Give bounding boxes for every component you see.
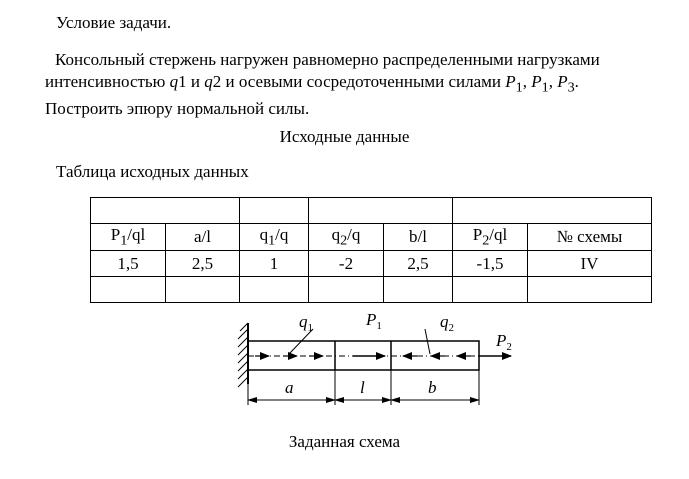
force-p1b-symbol: P xyxy=(531,72,542,91)
section-title: Исходные данные xyxy=(279,127,410,146)
header-p1-ql: $P_1/ql$ xyxy=(91,224,166,251)
table-header-row xyxy=(91,224,652,251)
value-b-l: 2,5 xyxy=(384,251,453,277)
header-scheme-no: № схемы xyxy=(528,224,652,251)
and-word: и xyxy=(190,72,200,91)
q2-index: 2 xyxy=(212,72,222,91)
table-cell-empty xyxy=(453,277,528,303)
value-p2-ql: -1,5 xyxy=(453,251,528,277)
force-p3-symbol: P xyxy=(557,72,568,91)
q2-label: $q_2$ xyxy=(440,312,454,334)
value-p1-ql: 1,5 xyxy=(91,251,166,277)
separator-1: , xyxy=(522,72,527,91)
table-cell-empty xyxy=(453,198,652,224)
beam-scheme-diagram xyxy=(225,305,525,410)
header-q1-q: $q_1/q$ xyxy=(240,224,309,251)
p2-label: $P_2$ xyxy=(496,331,512,353)
table-caption: Таблица исходных данных xyxy=(56,162,249,181)
table-cell-empty xyxy=(240,277,309,303)
table-cell-empty xyxy=(309,198,453,224)
value-q2-q: -2 xyxy=(309,251,384,277)
force-p3-sub: 3 xyxy=(567,79,575,96)
table-row-empty-bottom xyxy=(91,277,652,303)
statement-part-2: и осевыми сосредоточенными силами xyxy=(225,72,501,91)
problem-statement xyxy=(45,49,685,120)
force-p1-symbol: P xyxy=(505,72,516,91)
table-cell-empty xyxy=(240,198,309,224)
header-a-l: a/l xyxy=(166,224,240,251)
table-cell-empty xyxy=(166,277,240,303)
dim-a-label: a xyxy=(285,378,294,397)
scheme-caption: Заданная схема xyxy=(288,432,401,451)
table-row-empty-top xyxy=(91,198,652,224)
force-p1b-sub: 1 xyxy=(541,79,549,96)
header-p2-ql: $P_2/ql$ xyxy=(453,224,528,251)
header-b-l: b/l xyxy=(384,224,453,251)
value-q1-q: 1 xyxy=(240,251,309,277)
source-data-table xyxy=(90,197,652,303)
p1-label: $P_1$ xyxy=(366,310,382,332)
table-cell-empty xyxy=(91,277,166,303)
q1-index: 1 xyxy=(178,72,187,91)
period: . xyxy=(574,72,579,91)
table-cell-empty xyxy=(384,277,453,303)
force-p1-sub: 1 xyxy=(515,79,523,96)
table-cell-empty xyxy=(528,277,652,303)
table-cell-empty xyxy=(91,198,240,224)
statement-part-3: Построить эпюру нормальной силы. xyxy=(45,99,310,119)
q2-symbol: q xyxy=(204,72,213,91)
dim-l-label: l xyxy=(360,378,365,397)
header-q2-q: $q_2/q$ xyxy=(309,224,384,251)
dim-b-label: b xyxy=(428,378,437,397)
value-a-l: 2,5 xyxy=(166,251,240,277)
fixed-support-wall xyxy=(238,323,248,387)
table-values-row xyxy=(91,251,652,277)
q1-symbol: q xyxy=(169,72,179,91)
separator-2: , xyxy=(548,72,553,91)
table-cell-empty xyxy=(309,277,384,303)
q1-label: $q_1$ xyxy=(299,312,313,334)
heading: Условие задачи. xyxy=(56,13,172,32)
statement-part-1: Консольный стержень нагружен равномерно распределенными нагрузками интенсивностью xyxy=(45,50,600,91)
value-scheme-no: IV xyxy=(528,251,652,277)
